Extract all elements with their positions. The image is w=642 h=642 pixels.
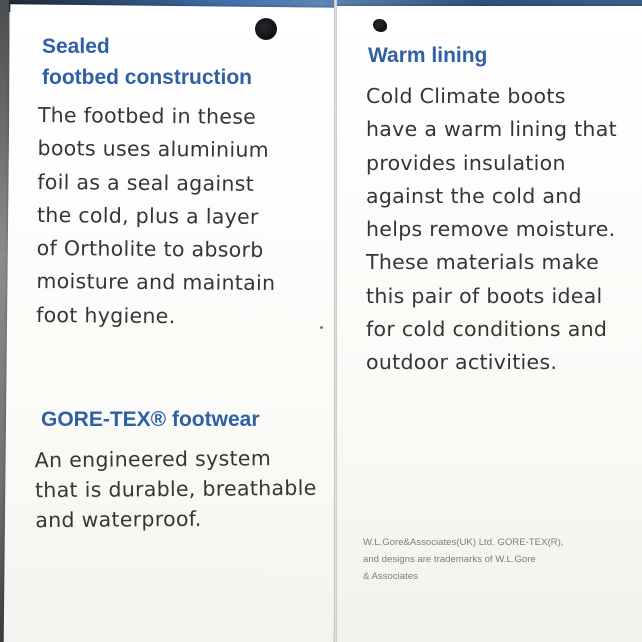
sealed-footbed-heading: Sealed footbed construction bbox=[42, 35, 252, 89]
gore-tex-heading: GORE-TEX® footwear bbox=[41, 408, 260, 431]
sealed-footbed-text: The footbed in these boots uses aluminium foil as a seal against the cold, plus a layer of Ortholite to absorb moisture and maintain foot hygiene. bbox=[36, 102, 276, 328]
paper-speck bbox=[320, 326, 323, 329]
gore-tex-text: An engineered system that is durable, breathable and waterproof. bbox=[34, 446, 317, 533]
tag-punch-hole-right bbox=[373, 19, 387, 32]
warm-lining-heading: Warm lining bbox=[368, 44, 488, 67]
tag-fold-line bbox=[334, 0, 337, 642]
warm-lining-text: Cold Climate boots have a warm lining that provides insulation against the cold and helps remove moisture. These materials make this pair of boots ideal for cold conditions and outdoor activities. bbox=[366, 84, 617, 375]
trademark-notice: W.L.Gore&Associates(UK) Ltd. GORE-TEX(R), and designs are trademarks of W.L.Gore & Associates bbox=[363, 537, 564, 582]
tag-punch-hole-left bbox=[255, 18, 277, 40]
